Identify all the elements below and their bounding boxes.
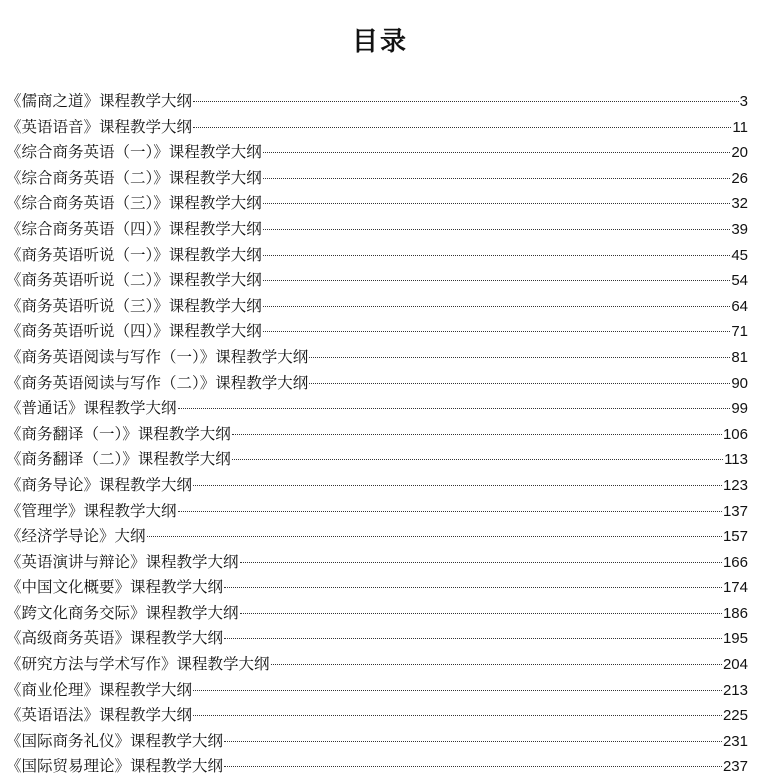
toc-entry-title: 《商务翻译（一）》课程教学大纲 <box>6 424 231 443</box>
dot-leader <box>193 483 722 486</box>
toc-page-number: 39 <box>731 220 748 238</box>
toc-entry-title: 《经济学导论》大纲 <box>6 527 146 546</box>
dot-leader <box>193 713 722 716</box>
toc-entry[interactable] <box>6 575 748 601</box>
dot-leader <box>271 662 722 665</box>
toc-page-number: 20 <box>731 144 748 162</box>
toc-entry[interactable] <box>6 294 748 320</box>
dot-leader <box>193 99 739 102</box>
dot-leader <box>193 125 731 128</box>
toc-entry-title: 《商务英语听说（三）》课程教学大纲 <box>6 296 262 315</box>
toc-entry-title: 《跨文化商务交际》课程教学大纲 <box>6 603 239 622</box>
dot-leader <box>263 278 731 281</box>
toc-entry[interactable] <box>6 191 748 217</box>
toc-entry-title: 《综合商务英语（三）》课程教学大纲 <box>6 194 262 213</box>
toc-entry[interactable] <box>6 678 748 704</box>
toc-entry[interactable] <box>6 652 748 678</box>
toc-entry[interactable] <box>6 243 748 269</box>
toc-entry[interactable] <box>6 703 748 729</box>
toc-entry-title: 《商务英语阅读与写作（二）》课程教学大纲 <box>6 373 309 392</box>
toc-entry[interactable] <box>6 422 748 448</box>
dot-leader <box>224 739 722 742</box>
dot-leader <box>224 585 722 588</box>
toc-entry[interactable] <box>6 396 748 422</box>
dot-leader <box>263 304 731 307</box>
dot-leader <box>263 329 731 332</box>
dot-leader <box>178 509 722 512</box>
dot-leader <box>193 688 722 691</box>
toc-entry[interactable] <box>6 371 748 397</box>
toc-entry-title: 《商务英语阅读与写作（一）》课程教学大纲 <box>6 347 309 366</box>
toc-entry[interactable] <box>6 447 748 473</box>
toc-entry[interactable] <box>6 319 748 345</box>
toc-page-number: 3 <box>739 93 748 110</box>
toc-page-number: 71 <box>731 323 748 341</box>
toc-page-number: 81 <box>731 348 748 366</box>
page-title: 目录 <box>351 27 408 57</box>
toc-entry[interactable] <box>6 345 748 371</box>
toc-page-number: 237 <box>722 758 748 776</box>
toc-entry-title: 《高级商务英语》课程教学大纲 <box>6 629 224 648</box>
toc-entry-title: 《研究方法与学术写作》课程教学大纲 <box>6 655 270 674</box>
toc-entry-title: 《英语语音》课程教学大纲 <box>6 117 193 136</box>
toc-entry-title: 《综合商务英语（四）》课程教学大纲 <box>6 219 262 238</box>
toc-page-number: 213 <box>722 681 748 699</box>
dot-leader <box>240 611 722 614</box>
toc-entry[interactable] <box>6 140 748 166</box>
toc-page-number: 99 <box>731 400 748 418</box>
toc-entry[interactable] <box>6 268 748 294</box>
toc-page-number: 204 <box>722 656 748 674</box>
toc-page-number: 231 <box>722 732 748 750</box>
toc-entry-title: 《商务英语听说（二）》课程教学大纲 <box>6 271 262 290</box>
toc-page-number: 90 <box>731 374 748 392</box>
toc-entry[interactable] <box>6 601 748 627</box>
toc-entry-title: 《英语语法》课程教学大纲 <box>6 706 193 725</box>
dot-leader <box>263 176 731 179</box>
toc-page-number: 123 <box>722 476 748 494</box>
dot-leader <box>263 227 731 230</box>
dot-leader <box>224 636 722 639</box>
toc-page-number: 195 <box>722 630 748 648</box>
toc-entry-title: 《管理学》课程教学大纲 <box>6 501 177 520</box>
toc-page-number: 64 <box>731 297 748 315</box>
toc-page-number: 174 <box>722 579 748 597</box>
dot-leader <box>263 150 731 153</box>
toc-entry[interactable] <box>6 754 748 780</box>
toc-page-number: 11 <box>732 118 748 136</box>
toc-entry[interactable] <box>6 473 748 499</box>
toc-entry-title: 《英语演讲与辩论》课程教学大纲 <box>6 552 239 571</box>
toc-entry-title: 《国际贸易理论》课程教学大纲 <box>6 757 224 776</box>
toc-entry[interactable] <box>6 115 748 141</box>
dot-leader <box>232 457 723 460</box>
toc-page-number: 166 <box>722 553 748 571</box>
toc-entry[interactable] <box>6 524 748 550</box>
dot-leader <box>178 406 731 409</box>
toc-entry-title: 《综合商务英语（一）》课程教学大纲 <box>6 143 262 162</box>
dot-leader <box>309 381 730 384</box>
toc-entry[interactable] <box>6 217 748 243</box>
toc-entry[interactable] <box>6 166 748 192</box>
toc-entry-title: 《儒商之道》课程教学大纲 <box>6 92 193 110</box>
dot-leader <box>147 534 722 537</box>
toc-entry-title: 《商务导论》课程教学大纲 <box>6 475 193 494</box>
toc-entry[interactable] <box>6 499 748 525</box>
dot-leader <box>263 201 731 204</box>
toc-entry[interactable] <box>6 550 748 576</box>
toc-page-number: 26 <box>731 169 748 187</box>
toc-page-number: 45 <box>731 246 748 264</box>
dot-leader <box>309 355 730 358</box>
toc-entry-title: 《综合商务英语（二）》课程教学大纲 <box>6 168 262 187</box>
toc-page-number: 157 <box>722 528 748 546</box>
dot-leader <box>232 432 722 435</box>
toc-page-number: 106 <box>722 425 748 443</box>
toc-page-number: 32 <box>731 195 748 213</box>
dot-leader <box>263 253 731 256</box>
toc-page-number: 113 <box>724 451 748 469</box>
toc-entry[interactable] <box>6 729 748 755</box>
toc-page-number: 186 <box>722 604 748 622</box>
toc-entry[interactable] <box>6 89 748 115</box>
toc-page-number: 54 <box>731 272 748 290</box>
toc-entry-title: 《商务英语听说（四）》课程教学大纲 <box>6 322 262 341</box>
dot-leader <box>224 764 722 767</box>
toc-page-number: 137 <box>722 502 748 520</box>
toc-entry-title: 《商务英语听说（一）》课程教学大纲 <box>6 245 262 264</box>
table-of-contents <box>6 89 748 780</box>
toc-entry-title: 《中国文化概要》课程教学大纲 <box>6 578 224 597</box>
dot-leader <box>240 560 722 563</box>
toc-entry-title: 《国际商务礼仪》课程教学大纲 <box>6 731 224 750</box>
toc-entry[interactable] <box>6 626 748 652</box>
toc-entry-title: 《商务翻译（二）》课程教学大纲 <box>6 450 231 469</box>
toc-entry-title: 《普通话》课程教学大纲 <box>6 399 177 418</box>
toc-page-number: 225 <box>722 707 748 725</box>
toc-entry-title: 《商业伦理》课程教学大纲 <box>6 680 193 699</box>
